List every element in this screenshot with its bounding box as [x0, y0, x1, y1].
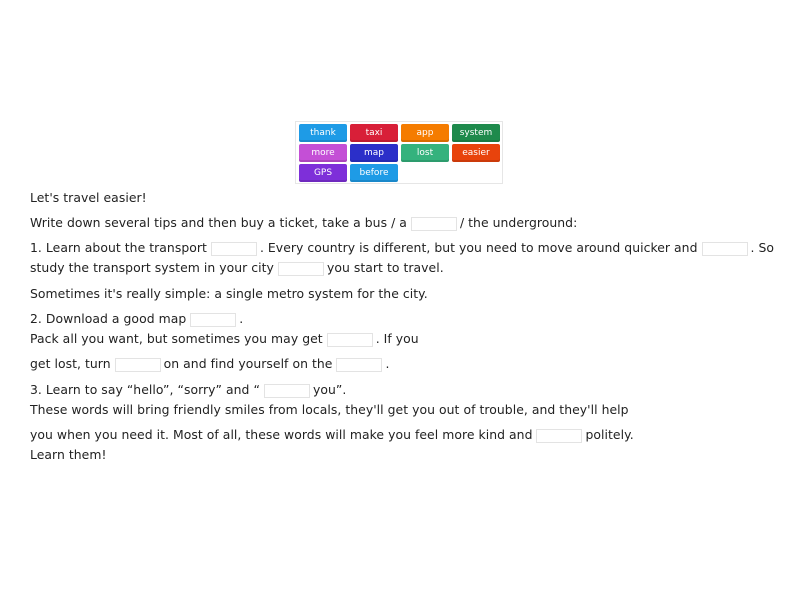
text-line — [30, 311, 243, 327]
blank-4[interactable] — [278, 262, 324, 276]
text-line: Let's travel easier! — [30, 190, 147, 205]
word-tile-lost[interactable]: lost — [401, 144, 449, 162]
text-line — [30, 382, 346, 398]
word-tile-easier[interactable]: easier — [452, 144, 500, 162]
text-segment: study the transport system in your city — [30, 260, 274, 275]
blank-1[interactable] — [411, 217, 457, 231]
text-line — [30, 240, 774, 256]
text-segment: on and find yourself on the — [163, 356, 333, 371]
text-line — [30, 427, 634, 443]
blank-2[interactable] — [211, 242, 257, 256]
blank-8[interactable] — [336, 358, 382, 372]
text-segment: . If you — [375, 331, 419, 346]
text-segment: . — [385, 356, 390, 371]
text-segment: you start to travel. — [326, 260, 444, 275]
blank-3[interactable] — [702, 242, 748, 256]
word-tile-app[interactable]: app — [401, 124, 449, 142]
word-tile-thank[interactable]: thank — [299, 124, 347, 142]
word-tile-map[interactable]: map — [350, 144, 398, 162]
word-tile-system[interactable]: system — [452, 124, 500, 142]
blank-7[interactable] — [115, 358, 161, 372]
blank-6[interactable] — [327, 333, 373, 347]
text-segment: politely. — [585, 427, 634, 442]
text-line — [30, 356, 389, 372]
text-segment: get lost, turn — [30, 356, 111, 371]
text-line: Learn them! — [30, 447, 107, 462]
text-line: These words will bring friendly smiles from locals, they'll get you out of trouble, and they'll help — [30, 402, 629, 417]
blank-10[interactable] — [536, 429, 582, 443]
text-line — [30, 215, 577, 231]
text-segment: you”. — [312, 382, 347, 397]
text-segment: Pack all you want, but sometimes you may get — [30, 331, 323, 346]
blank-9[interactable] — [264, 384, 310, 398]
blank-5[interactable] — [190, 313, 236, 327]
text-segment: . Every country is different, but you need to move around quicker and — [259, 240, 698, 255]
text-line — [30, 331, 419, 347]
word-tile-before[interactable]: before — [350, 164, 398, 182]
word-tile-gps[interactable]: GPS — [299, 164, 347, 182]
text-segment: you when you need it. Most of all, these words will make you feel more kind and — [30, 427, 533, 442]
text-line: Sometimes it's really simple: a single metro system for the city. — [30, 286, 428, 301]
text-segment: 1. Learn about the transport — [30, 240, 207, 255]
word-tile-more[interactable]: more — [299, 144, 347, 162]
text-segment: . So — [750, 240, 775, 255]
text-segment: 2. Download a good map — [30, 311, 187, 326]
word-tile-taxi[interactable]: taxi — [350, 124, 398, 142]
text-segment: Write down several tips and then buy a ticket, take a bus / a — [30, 215, 407, 230]
text-segment: 3. Learn to say “hello”, “sorry” and “ — [30, 382, 260, 397]
text-segment: . — [239, 311, 244, 326]
text-line — [30, 260, 444, 276]
text-segment: / the underground: — [459, 215, 578, 230]
word-bank — [295, 121, 503, 184]
